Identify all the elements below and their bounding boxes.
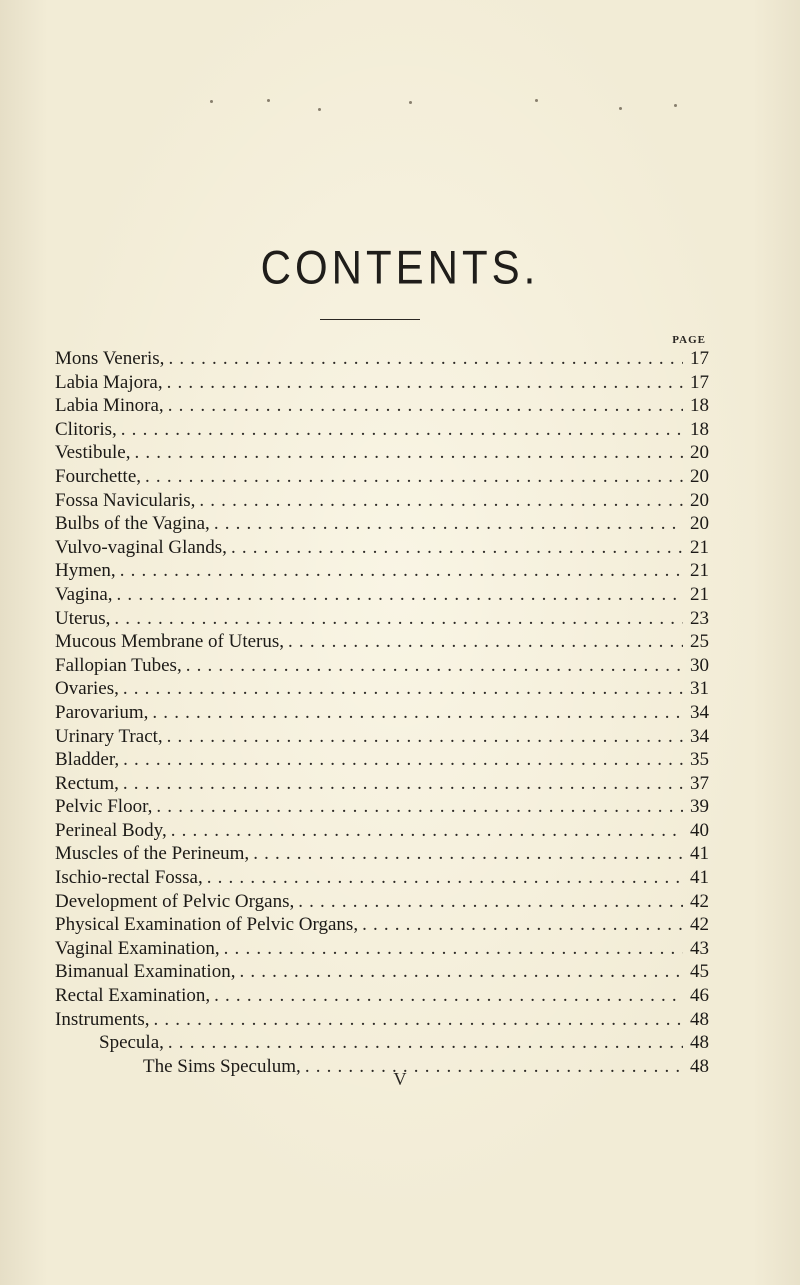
dot-leader (168, 1031, 683, 1055)
toc-entry-label: Rectum, (55, 772, 119, 794)
toc-entry (55, 654, 709, 678)
dot-leader (214, 984, 683, 1008)
toc-entry-page: 39 (690, 796, 709, 818)
dot-leader (121, 418, 683, 442)
toc-entry-page: 21 (690, 536, 709, 558)
toc-entry-label: Rectal Examination, (55, 985, 211, 1007)
toc-entry (55, 536, 709, 560)
toc-entry (55, 394, 709, 418)
toc-entry-page: 31 (690, 678, 709, 700)
toc-entry-label: Ovaries, (55, 678, 119, 700)
toc-entry-page: 45 (690, 961, 709, 983)
toc-entry (55, 890, 709, 914)
toc-entry (55, 795, 709, 819)
toc-entry-label: Specula, (99, 1032, 164, 1054)
toc-entry-label: Mons Veneris, (55, 348, 165, 369)
dot-leader (167, 725, 683, 749)
toc-entry-label: Vestibule, (55, 442, 131, 464)
dot-leader (120, 559, 683, 583)
toc-entry-label: Urinary Tract, (55, 725, 163, 747)
toc-entry (55, 937, 709, 961)
toc-entry-page: 48 (690, 1032, 709, 1054)
toc-entry (55, 630, 709, 654)
toc-entry-page: 34 (690, 701, 709, 723)
toc-entry (55, 725, 709, 749)
toc-entry-label: Development of Pelvic Organs, (55, 890, 295, 912)
dot-leader (171, 819, 683, 843)
toc-entry-page: 20 (690, 465, 709, 487)
toc-entry-page: 23 (690, 607, 709, 629)
toc-entry (55, 913, 709, 937)
dot-leader (199, 489, 683, 513)
toc-entry-page: 46 (690, 985, 709, 1007)
toc-entry (55, 819, 709, 843)
toc-entry-page: 48 (690, 1055, 709, 1077)
toc-entry (55, 489, 709, 513)
dot-leader (186, 654, 683, 678)
toc-entry-page: 20 (690, 489, 709, 511)
page-title: CONTENTS. (260, 241, 540, 294)
toc-entry-page: 40 (690, 819, 709, 841)
toc-entry-page: 35 (690, 749, 709, 771)
toc-entry-page: 34 (690, 725, 709, 747)
toc-entry (55, 465, 709, 489)
dot-leader (156, 795, 683, 819)
toc-entry-label: Ischio-rectal Fossa, (55, 867, 203, 889)
toc-entry-label: Vulvo-vaginal Glands, (55, 536, 227, 558)
dot-leader (123, 677, 683, 701)
dot-leader (207, 866, 683, 890)
toc-entry-page: 48 (690, 1008, 709, 1030)
toc-entry-page: 20 (690, 513, 709, 535)
toc-entry-label: The Sims Speculum, (143, 1055, 301, 1077)
toc-entry (55, 371, 709, 395)
toc-entry (55, 984, 709, 1008)
toc-entry-page: 20 (690, 442, 709, 464)
table-of-contents (55, 347, 709, 1078)
toc-entry (55, 960, 709, 984)
toc-entry-page: 43 (690, 937, 709, 959)
toc-entry-page: 17 (690, 348, 709, 369)
toc-entry (55, 1031, 709, 1055)
toc-entry-page: 17 (690, 371, 709, 393)
toc-entry-page: 41 (690, 843, 709, 865)
dot-leader (123, 772, 683, 796)
dot-leader (167, 371, 683, 395)
toc-entry-page: 21 (690, 560, 709, 582)
dot-leader (168, 394, 683, 418)
toc-entry (55, 583, 709, 607)
dot-leader (153, 1008, 683, 1032)
toc-entry-page: 41 (690, 867, 709, 889)
toc-entry-label: Labia Majora, (55, 371, 163, 393)
toc-entry (55, 842, 709, 866)
folio-number: V (393, 1069, 407, 1089)
toc-entry (55, 418, 709, 442)
toc-entry-label: Vaginal Examination, (55, 937, 220, 959)
dot-leader (288, 630, 683, 654)
toc-entry-label: Fourchette, (55, 465, 142, 487)
dot-leader (253, 842, 683, 866)
toc-entry-page: 42 (690, 914, 709, 936)
toc-entry (55, 559, 709, 583)
dot-leader (117, 583, 683, 607)
dot-leader (168, 347, 683, 371)
toc-entry-label: Clitoris, (55, 418, 117, 440)
toc-entry (55, 677, 709, 701)
dot-leader (231, 536, 683, 560)
toc-entry-page: 30 (690, 654, 709, 676)
toc-entry (55, 512, 709, 536)
toc-entry-label: Vagina, (55, 583, 113, 605)
dot-leader (145, 465, 683, 489)
toc-entry-page: 18 (690, 418, 709, 440)
dot-leader (214, 512, 683, 536)
toc-entry (55, 772, 709, 796)
dot-leader (114, 607, 683, 631)
toc-entry-label: Pelvic Floor, (55, 796, 153, 818)
toc-entry-page: 42 (690, 890, 709, 912)
page-column-heading: PAGE (672, 334, 706, 346)
toc-entry (55, 748, 709, 772)
dot-leader (134, 441, 683, 465)
dot-leader (362, 913, 683, 937)
toc-entry-label: Instruments, (55, 1008, 150, 1030)
toc-entry-label: Labia Minora, (55, 395, 164, 417)
toc-entry-label: Muscles of the Perineum, (55, 843, 250, 865)
title-rule (320, 319, 420, 320)
toc-entry-label: Physical Examination of Pelvic Organs, (55, 914, 359, 936)
toc-entry (55, 607, 709, 631)
toc-entry (55, 441, 709, 465)
dot-leader (152, 701, 683, 725)
toc-entry-label: Fossa Navicularis, (55, 489, 196, 511)
toc-entry-label: Bimanual Examination, (55, 961, 236, 983)
toc-entry (55, 347, 709, 371)
toc-entry-page: 18 (690, 395, 709, 417)
dot-leader (224, 937, 683, 961)
dot-leader (239, 960, 683, 984)
toc-entry-label: Mucous Membrane of Uterus, (55, 631, 285, 653)
toc-entry (55, 866, 709, 890)
toc-entry-label: Hymen, (55, 560, 116, 582)
toc-entry (55, 1008, 709, 1032)
dot-leader (298, 890, 683, 914)
dot-leader (123, 748, 683, 772)
toc-entry-page: 37 (690, 772, 709, 794)
toc-entry-page: 25 (690, 631, 709, 653)
toc-entry-label: Parovarium, (55, 701, 149, 723)
toc-entry-label: Bulbs of the Vagina, (55, 513, 210, 535)
toc-entry (55, 701, 709, 725)
toc-entry-label: Bladder, (55, 749, 120, 771)
toc-entry-label: Perineal Body, (55, 819, 167, 841)
toc-entry-label: Fallopian Tubes, (55, 654, 182, 676)
toc-entry-label: Uterus, (55, 607, 111, 629)
toc-entry-page: 21 (690, 583, 709, 605)
